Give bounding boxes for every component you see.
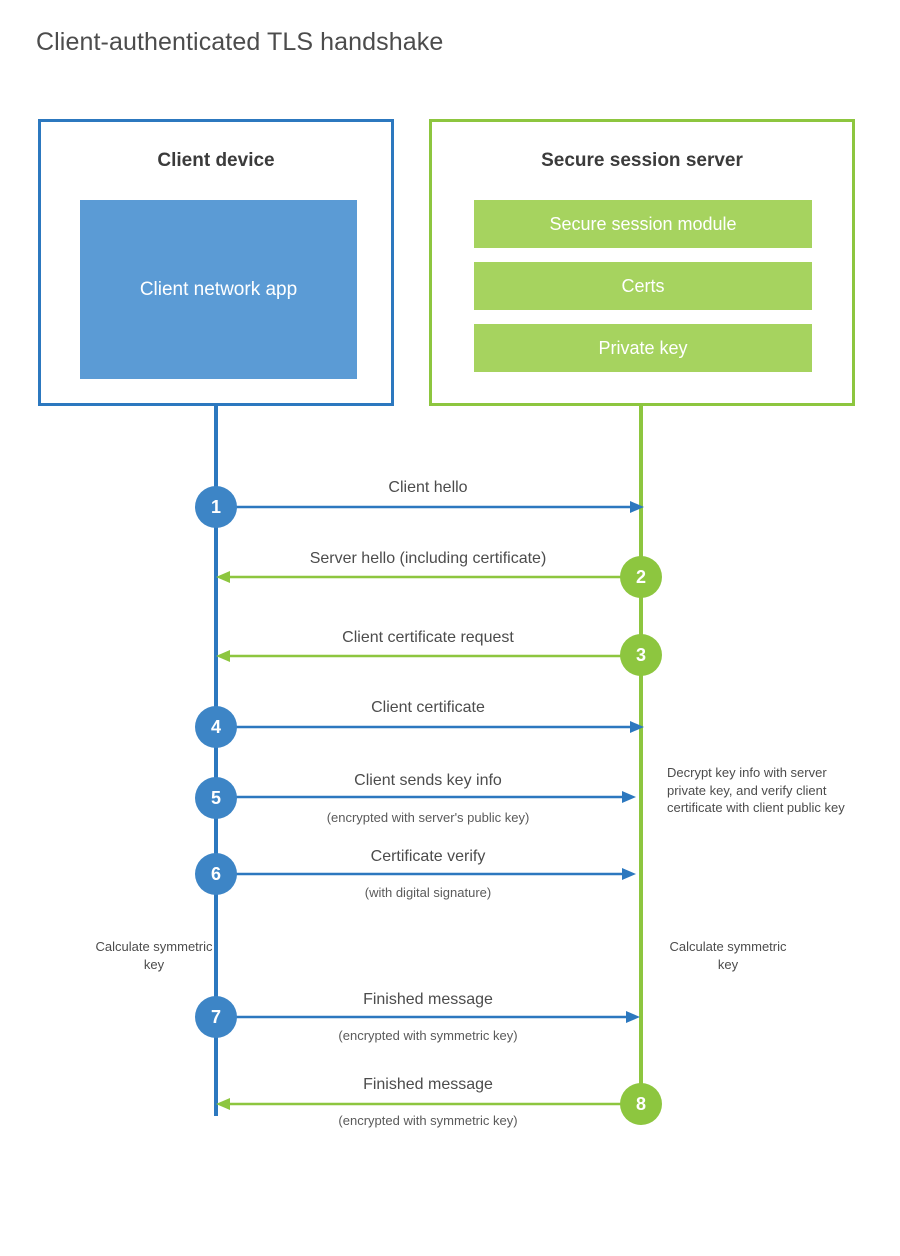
- step-marker-2: 2: [620, 556, 662, 598]
- message-sublabel-6: (with digital signature): [364, 885, 492, 900]
- message-sublabel-5: (encrypted with server's public key): [326, 810, 530, 825]
- message-arrow-4: [216, 717, 644, 737]
- message-label-6: Certificate verify: [370, 848, 486, 865]
- page-title: Client-authenticated TLS handshake: [36, 28, 444, 56]
- message-arrow-6: [216, 864, 636, 884]
- step-marker-8: 8: [620, 1083, 662, 1125]
- client-network-app-block: Client network app: [80, 200, 357, 379]
- client-device-box: [38, 119, 394, 406]
- message-label-7: Finished message: [363, 991, 493, 1008]
- message-arrow-5: [216, 787, 636, 807]
- server-component-certs: Certs: [474, 262, 812, 310]
- message-arrow-2: [216, 567, 644, 587]
- message-label-5: Client sends key info: [354, 772, 502, 789]
- message-label-8: Finished message: [363, 1076, 493, 1093]
- message-label-4: Client certificate: [371, 699, 485, 716]
- step-marker-5: 5: [195, 777, 237, 819]
- step-marker-1: 1: [195, 486, 237, 528]
- message-label-1: Client hello: [388, 479, 468, 496]
- server-component-private-key: Private key: [474, 324, 812, 372]
- secure-session-server-title: Secure session server: [541, 150, 743, 171]
- message-arrow-7: [216, 1007, 640, 1027]
- note-client-calculate-symmetric-key: Calculate symmetric key: [95, 939, 213, 972]
- note-server-calculate-symmetric-key: Calculate symmetric key: [669, 939, 787, 972]
- message-label-3: Client certificate request: [342, 629, 514, 646]
- message-arrow-8: [216, 1094, 644, 1114]
- message-sublabel-7: (encrypted with symmetric key): [338, 1028, 518, 1043]
- step-marker-7: 7: [195, 996, 237, 1038]
- message-label-2: Server hello (including certificate): [309, 550, 547, 567]
- secure-session-server-box: [429, 119, 855, 406]
- client-device-title: Client device: [157, 150, 275, 171]
- message-arrow-3: [216, 646, 644, 666]
- step-marker-3: 3: [620, 634, 662, 676]
- step-marker-6: 6: [195, 853, 237, 895]
- message-arrow-1: [216, 497, 644, 517]
- note-server-decrypt: Decrypt key info with server private key, and verify client certificate with client public key: [667, 765, 845, 816]
- message-sublabel-8: (encrypted with symmetric key): [338, 1113, 518, 1128]
- server-component-secure-session-module: Secure session module: [474, 200, 812, 248]
- step-marker-4: 4: [195, 706, 237, 748]
